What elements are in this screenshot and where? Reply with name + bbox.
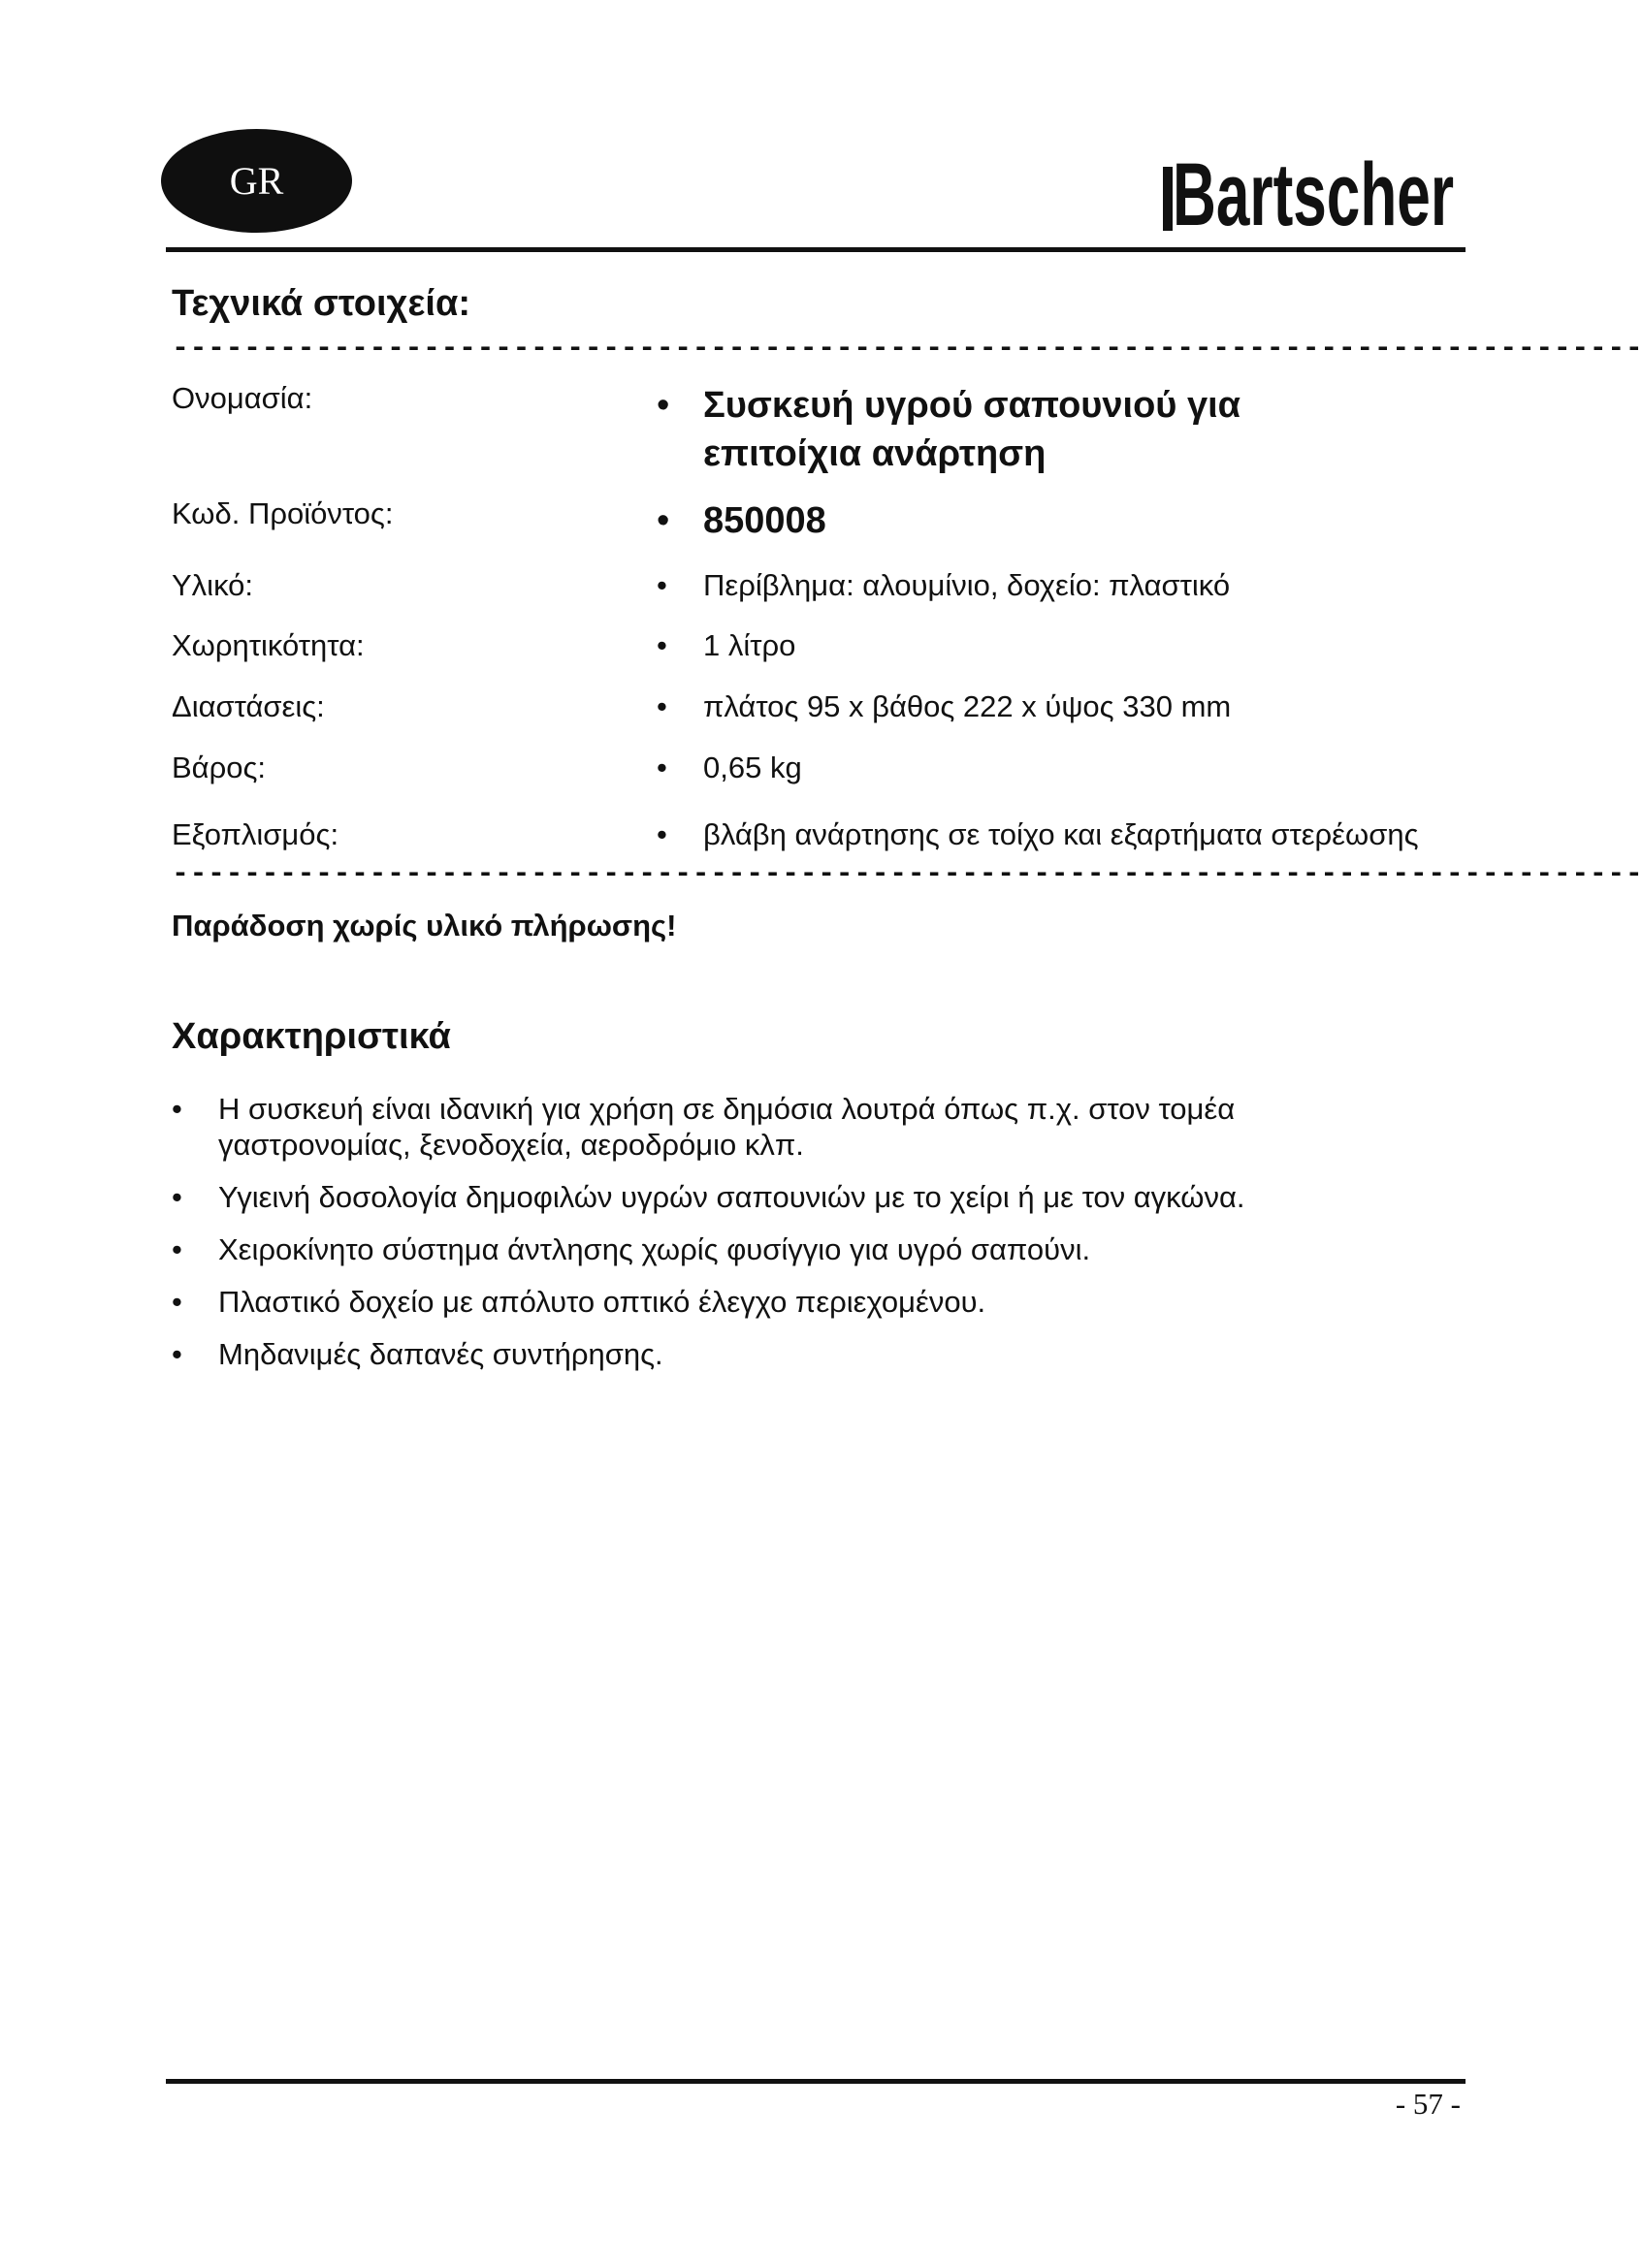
list-item [172,1336,1365,1372]
features-list [172,1091,1365,1389]
page-number: - 57 - [1395,2087,1461,2121]
delivery-note: Παράδοση χωρίς υλικό πλήρωσης! [172,909,677,942]
feature-text: Χειροκίνητο σύστημα άντλησης χωρίς φυσίγγιο για υγρό σαπούνι. [218,1232,1091,1266]
feature-text: Πλαστικό δοχείο με απόλυτο οπτικό έλεγχο περιεχομένου. [218,1285,986,1319]
spec-label: Ονομασία: [172,381,313,415]
list-item [172,1179,1365,1215]
list-item [172,1284,1365,1320]
spec-label: Εξοπλισμός: [172,817,339,851]
features-title: Χαρακτηριστικά [172,1016,451,1057]
header-divider [166,247,1466,252]
spec-bullet: • [657,817,667,851]
technical-data-title: Τεχνικά στοιχεία: [172,283,470,324]
list-item [172,1091,1365,1163]
spec-bullet: • [657,689,667,723]
logo-text: Bartscher [1173,145,1454,244]
spec-label: Κωδ. Προϊόντος: [172,496,394,530]
spec-label: Διαστάσεις: [172,689,325,723]
spec-label: Υλικό: [172,568,254,602]
list-bullet: • [172,1285,182,1319]
spec-bullet: • [657,500,670,541]
list-bullet: • [172,1180,182,1214]
spec-bullet: • [657,628,667,662]
feature-text: Μηδανιμές δαπανές συντήρησης. [218,1337,663,1371]
spec-value-capacity: 1 λίτρο [703,628,796,662]
list-item [172,1231,1365,1267]
language-badge [161,129,352,233]
spec-value-material: Περίβλημα: αλουμίνιο, δοχείο: πλαστικό [703,568,1231,602]
dashed-separator-bottom: ---------------------------------------------------------------------------------- [172,858,1643,891]
language-badge-label: GR [229,159,284,203]
spec-bullet: • [657,568,667,602]
spec-label: Χωρητικότητα: [172,628,365,662]
footer-divider [166,2079,1466,2084]
spec-label: Βάρος: [172,751,267,784]
list-bullet: • [172,1337,182,1371]
list-bullet: • [172,1232,182,1266]
spec-value-equipment: βλάβη ανάρτησης σε τοίχο και εξαρτήματα στερέωσης [703,817,1419,851]
spec-value-product-code: 850008 [703,500,826,541]
spec-value-weight: 0,65 kg [703,751,802,784]
spec-bullet: • [657,385,670,426]
dashed-separator-top: ---------------------------------------------------------------------------------- [172,333,1643,366]
feature-text: Η συσκευή είναι ιδανική για χρήση σε δημόσια λουτρά όπως π.χ. στον τομέα γαστρονομίας, ξενοδοχεία, αεροδρόμιο κλπ. [218,1092,1236,1162]
list-bullet: • [172,1092,182,1126]
feature-text: Υγιεινή δοσολογία δημοφιλών υγρών σαπουνιών με το χείρι ή με τον αγκώνα. [218,1180,1245,1214]
spec-bullet: • [657,751,667,784]
spec-value-name: Συσκευή υγρού σαπουνιού για επιτοίχια ανάρτηση [703,385,1241,474]
bartscher-logo [1159,145,1460,242]
spec-value-dimensions: πλάτος 95 x βάθος 222 x ύψος 330 mm [703,689,1232,723]
